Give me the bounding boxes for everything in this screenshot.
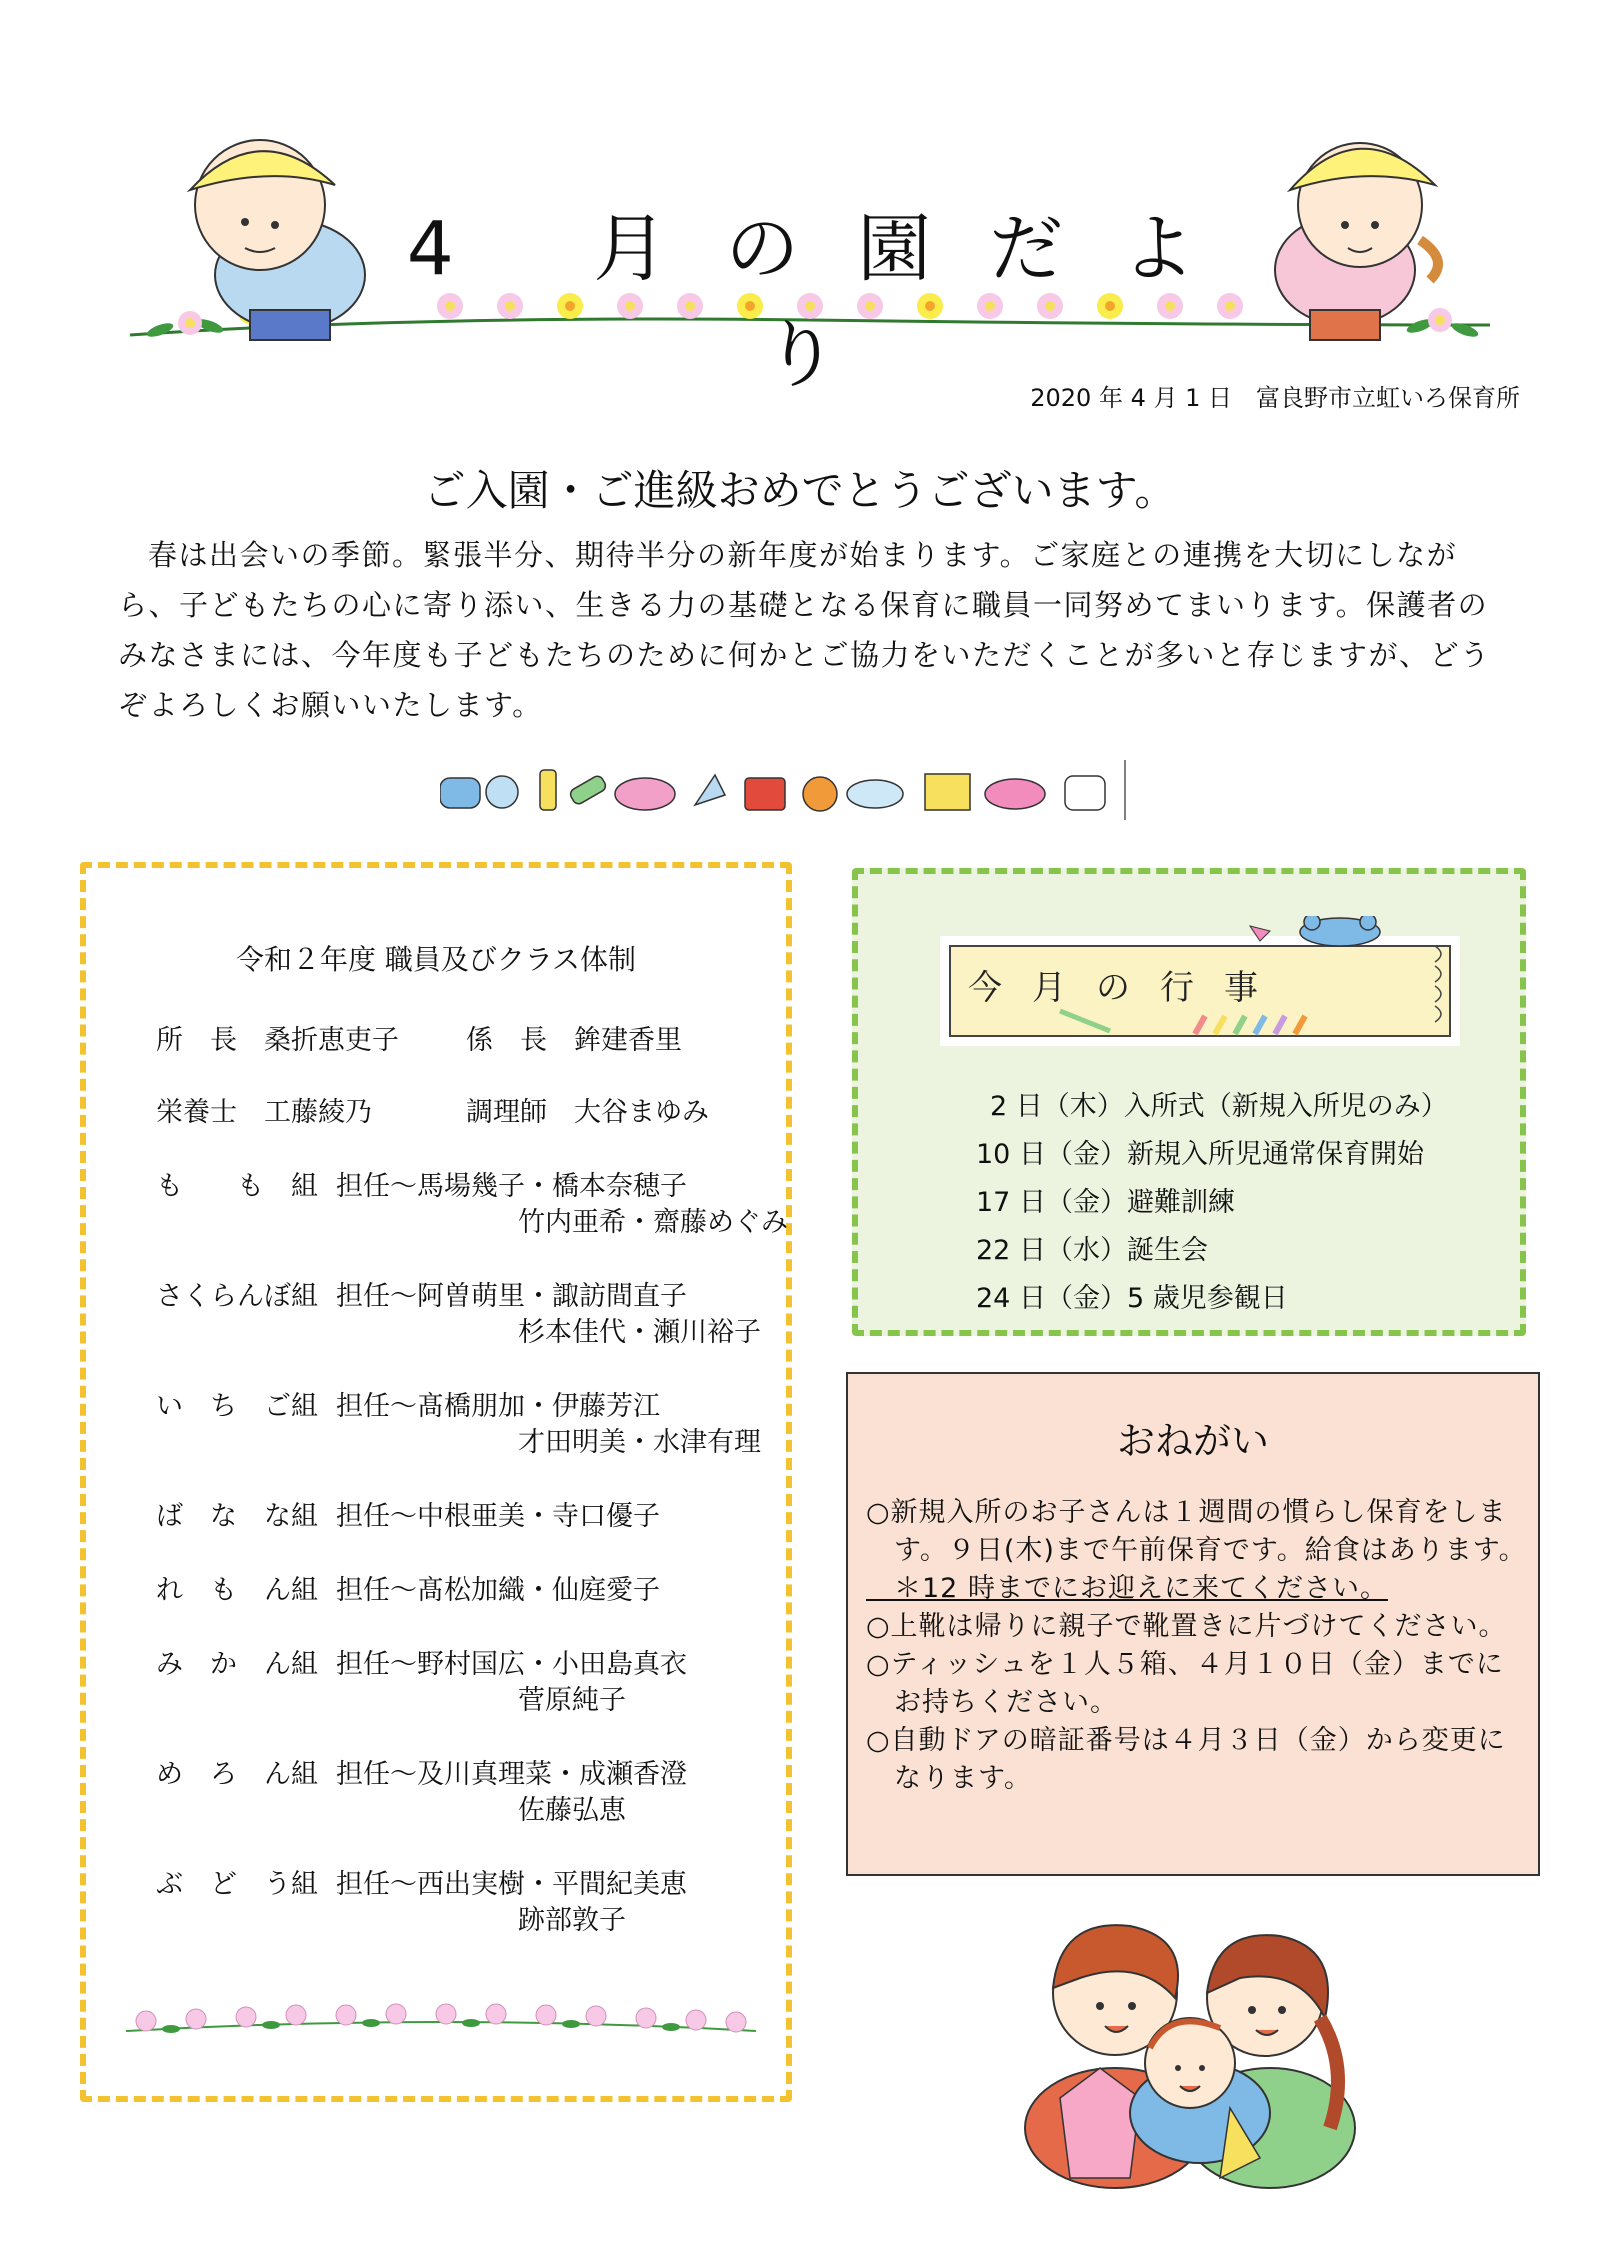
- request-line: ○ティッシュを１人５箱、４月１０日（金）までに: [866, 1649, 1504, 1680]
- role-entry: 係 長 鉾建香里: [466, 1025, 682, 1056]
- issue-date-line: 2020 年 4 月 1 日 富良野市立虹いろ保育所: [1030, 384, 1520, 412]
- request-line: なります。: [866, 1763, 1032, 1794]
- request-line: お持ちください。: [866, 1687, 1118, 1718]
- class-name: も も 組: [156, 1171, 318, 1202]
- page-title: 4 月の園だより: [406, 206, 1254, 398]
- class-teachers-cont: 跡部敦子: [518, 1905, 626, 1936]
- class-name: れ も ん組: [156, 1575, 318, 1606]
- event-item: 24 日（金）5 歳児参観日: [976, 1283, 1288, 1314]
- class-teachers-cont: 才田明美・水津有理: [518, 1427, 761, 1458]
- events-title: 今月の行事: [968, 968, 1288, 1008]
- requests-title: おねがい: [1116, 1419, 1269, 1463]
- staff-section-title: 令和２年度 職員及びクラス体制: [235, 943, 637, 976]
- class-teachers: 担任～及川真理菜・成瀬香澄: [336, 1759, 687, 1790]
- event-item: 10 日（金）新規入所児通常保育開始: [976, 1139, 1424, 1170]
- class-teachers-cont: 菅原純子: [518, 1685, 626, 1716]
- class-teachers-cont: 佐藤弘恵: [518, 1795, 626, 1826]
- class-teachers-cont: 竹内亜希・齋藤めぐみ: [518, 1207, 788, 1238]
- class-teachers: 担任～阿曽萌里・諏訪間直子: [336, 1281, 687, 1312]
- class-teachers: 担任～西出実樹・平間紀美恵: [336, 1869, 687, 1900]
- event-item: 22 日（水）誕生会: [976, 1235, 1208, 1266]
- request-line-emphasis: ＊12 時までにお迎えに来てください。: [866, 1573, 1388, 1604]
- class-name: さくらんぼ組: [156, 1281, 318, 1312]
- class-teachers: 担任～中根亜美・寺口優子: [336, 1501, 660, 1532]
- class-teachers-cont: 杉本佳代・瀬川裕子: [518, 1317, 761, 1348]
- greeting-headline: ご入園・ご進級おめでとうございます。: [423, 466, 1177, 515]
- role-entry: 栄養士 工藤綾乃: [156, 1097, 372, 1128]
- request-line: ○上靴は帰りに親子で靴置きに片づけてください。: [866, 1611, 1507, 1642]
- role-row: [156, 1090, 756, 1130]
- class-name: め ろ ん組: [156, 1759, 318, 1790]
- staff-section: [80, 862, 792, 2102]
- school-items-illustration: [440, 760, 1140, 820]
- class-teachers: 担任～髙橋朋加・伊藤芳江: [336, 1391, 660, 1422]
- class-name: み か ん組: [156, 1649, 318, 1680]
- class-teachers: 担任～野村国広・小田島真衣: [336, 1649, 687, 1680]
- class-teachers: 担任～馬場幾子・橋本奈穂子: [336, 1171, 687, 1202]
- request-line: す。９日(木)まで午前保育です。給食はあります。: [866, 1535, 1527, 1566]
- class-teachers: 担任～髙松加織・仙庭愛子: [336, 1575, 660, 1606]
- class-name: い ち ご組: [156, 1391, 318, 1422]
- events-section: [852, 868, 1526, 1336]
- class-name: ば な な組: [156, 1501, 318, 1532]
- role-entry: 調理師 大谷まゆみ: [466, 1097, 709, 1128]
- event-item: 2 日（木）入所式（新規入所児のみ）: [990, 1091, 1448, 1122]
- intro-paragraph: 春は出会いの季節。緊張半分、期待半分の新年度が始まります。ご家庭との連携を大切にしながら、子どもたちの心に寄り添い、生きる力の基礎となる保育に職員一同努めてまいります。保護者のみなさまには、今年度も子どもたちのために何かとご協力をいただくことが多いと存じますが、どうぞよろしくお願いいたします。: [118, 538, 1491, 722]
- role-entry: 所 長 桑折恵吏子: [156, 1025, 399, 1056]
- flower-border-decoration: [126, 1993, 756, 2043]
- event-item: 17 日（金）避難訓練: [976, 1187, 1235, 1218]
- requests-section: [846, 1372, 1540, 1876]
- role-row: [156, 1018, 756, 1058]
- request-line: ○新規入所のお子さんは１週間の慣らし保育をしま: [866, 1497, 1507, 1528]
- class-name: ぶ ど う組: [156, 1869, 318, 1900]
- family-illustration: [1020, 1898, 1360, 2190]
- request-line: ○自動ドアの暗証番号は４月３日（金）から変更に: [866, 1725, 1506, 1756]
